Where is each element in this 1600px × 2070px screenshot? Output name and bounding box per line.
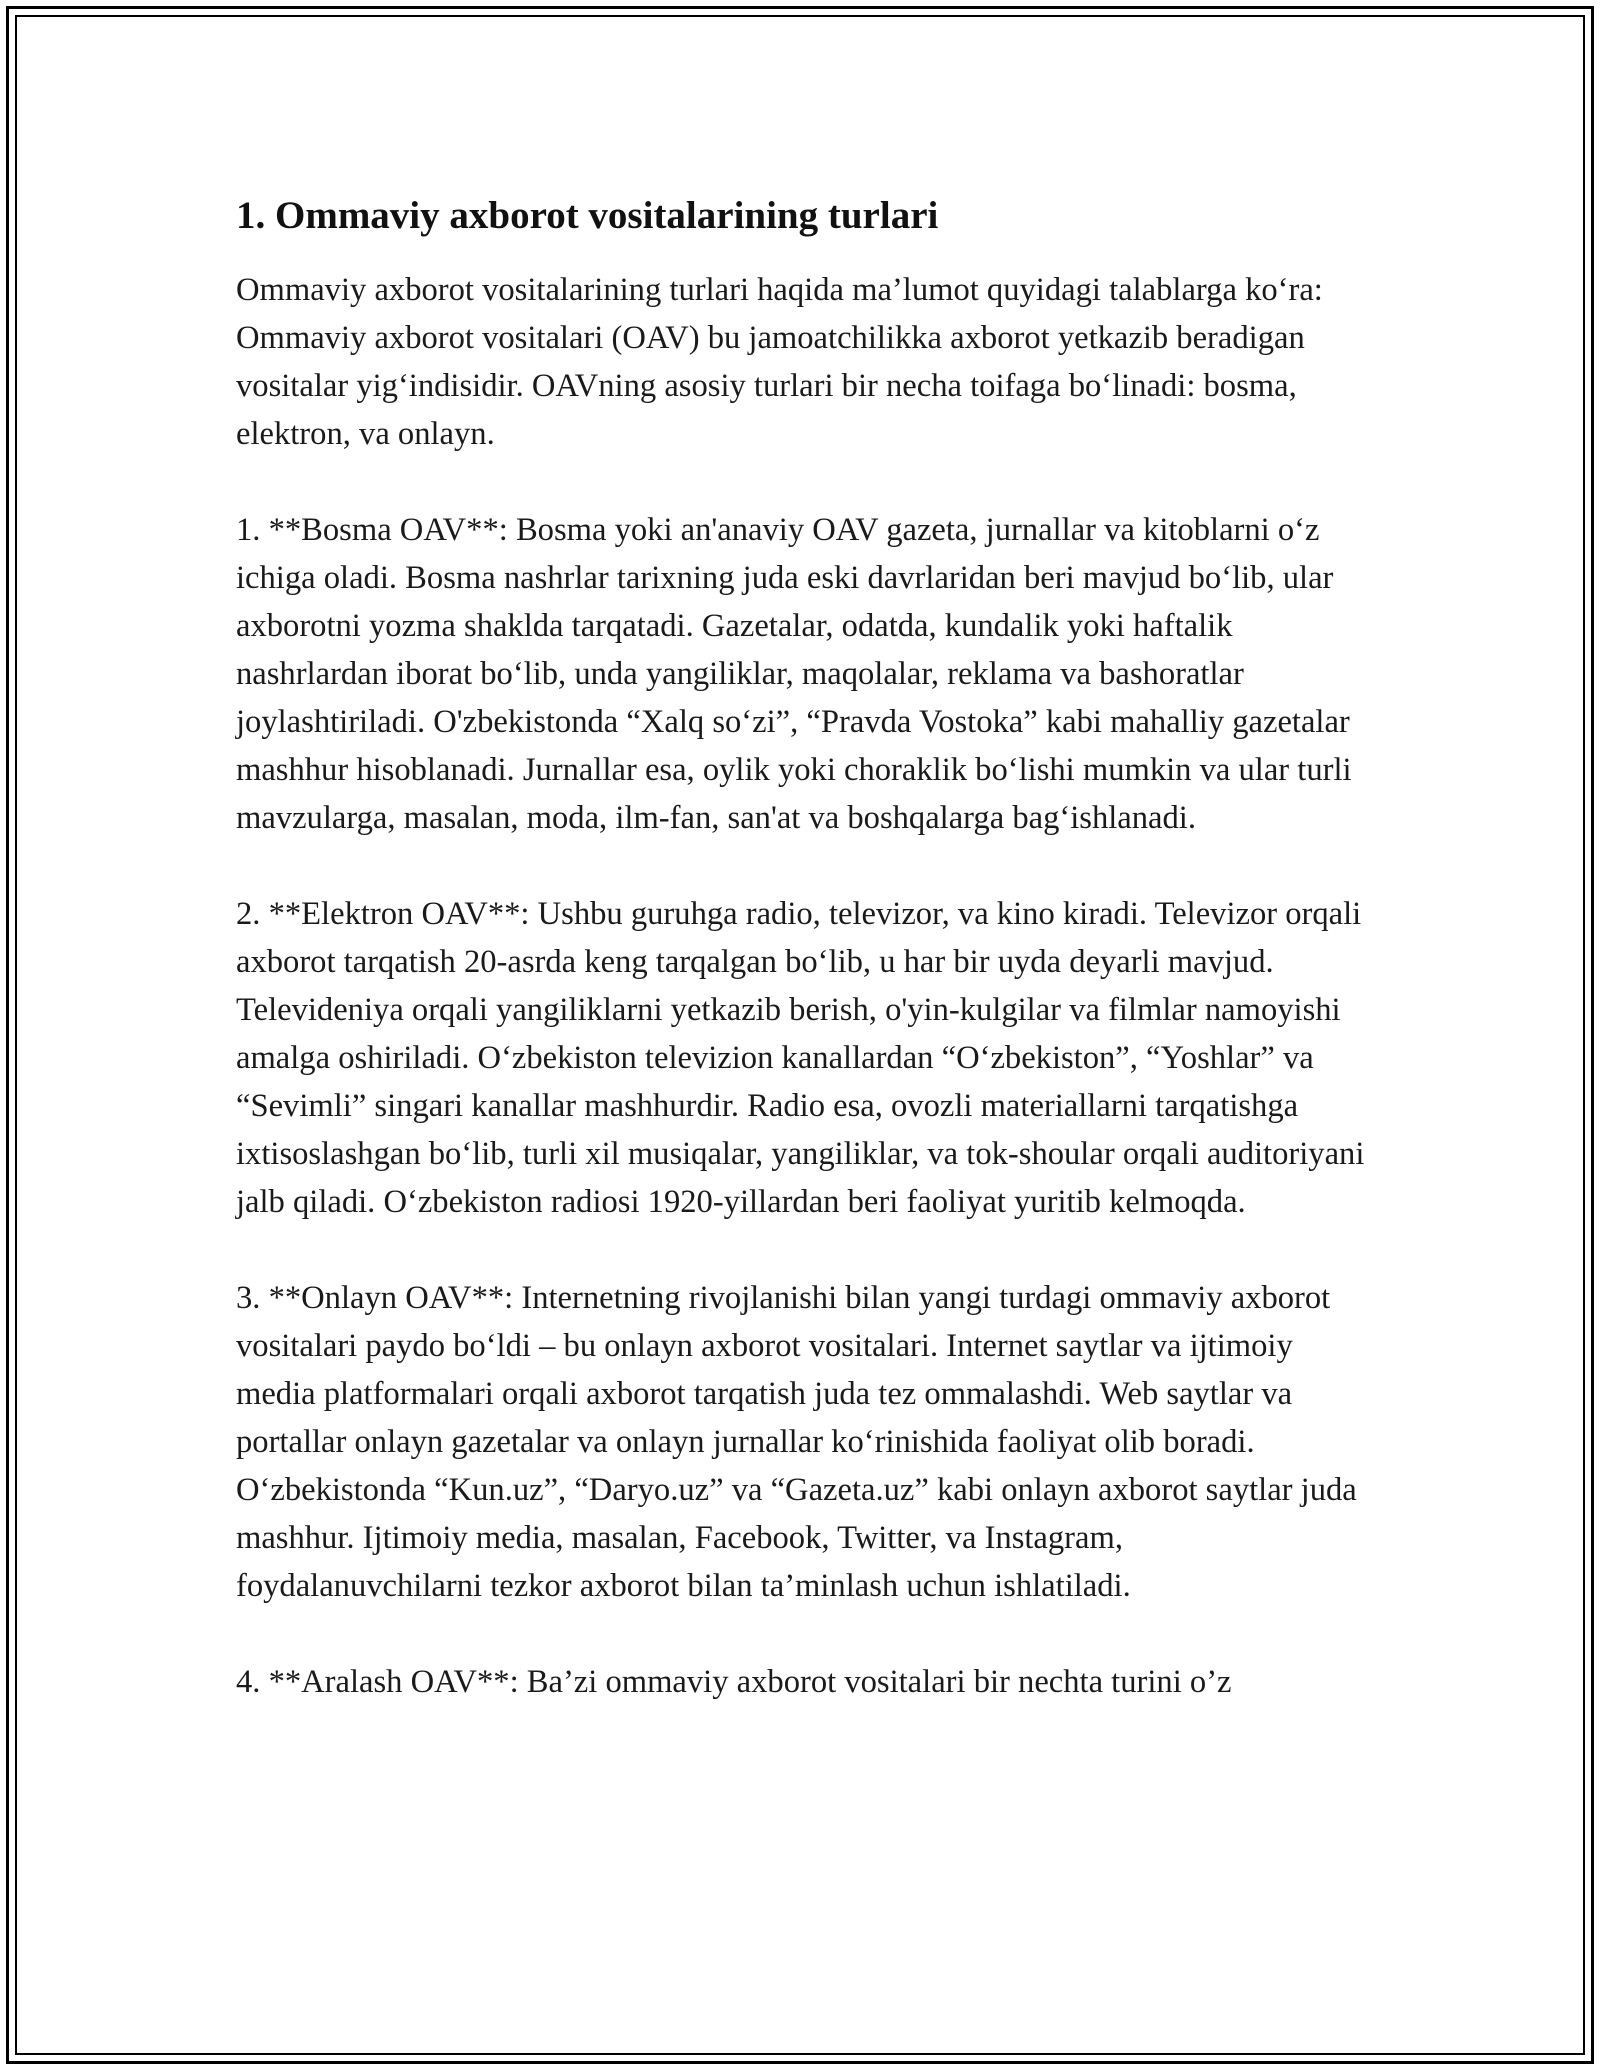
paragraph-print-media: 1. **Bosma OAV**: Bosma yoki an'anaviy OAV gazeta, jurnallar va kitoblarni o‘z ichiga oladi. Bosma nashrlar tarixning juda eski davrlaridan beri mavjud bo‘lib, ular axborotni yozma shaklda tarqatadi. Gazetalar, odatda, kundalik yoki haftalik nashrlardan iborat bo‘lib, unda yangiliklar, maqolalar, reklama va bashoratlar joylashtiriladi. O'zbekistonda “Xalq so‘zi”, “Pravda Vostoka” kabi mahalliy gazetalar mashhur hisoblanadi. Jurnallar esa, oylik yoki choraklik bo‘lishi mumkin va ular turli mavzularga, masalan, moda, ilm-fan, san'at va boshqalarga bag‘ishlanadi. (236, 512, 1352, 836)
section-heading: 1. Ommaviy axborot vositalarining turlari (236, 194, 939, 237)
intro-paragraph: Ommaviy axborot vositalarining turlari haqida ma’lumot quyidagi talablarga ko‘ra: Ommaviy axborot vositalari (OAV) bu jamoatchilikka axborot yetkazib beradigan vositalar yig‘indisidir. OAVning asosiy turlari bir necha toifaga bo‘linadi: bosma, elektron, va onlayn. (236, 272, 1323, 452)
paragraph-mixed-media: 4. **Aralash OAV**: Ba’zi ommaviy axborot vositalari bir nechta turini o’z (236, 1664, 1232, 1700)
paragraph-online-media: 3. **Onlayn OAV**: Internetning rivojlanishi bilan yangi turdagi ommaviy axborot vositalari paydo bo‘ldi – bu onlayn axborot vositalari. Internet saytlar va ijtimoiy media platformalari orqali axborot tarqatish juda tez ommalashdi. Web saytlar va portallar onlayn gazetalar va onlayn jurnallar ko‘rinishida faoliyat olib boradi. O‘zbekistonda “Kun.uz”, “Daryo.uz” va “Gazeta.uz” kabi onlayn axborot saytlar juda mashhur. Ijtimoiy media, masalan, Facebook, Twitter, va Instagram, foydalanuvchilarni tezkor axborot bilan ta’minlash uchun ishlatiladi. (236, 1280, 1357, 1604)
paragraph-electronic-media: 2. **Elektron OAV**: Ushbu guruhga radio, televizor, va kino kiradi. Televizor orqali axborot tarqatish 20-asrda keng tarqalgan bo‘lib, u har bir uyda deyarli mavjud. Televideniya orqali yangiliklarni yetkazib berish, o'yin-kulgilar va filmlar namoyishi amalga oshiriladi. O‘zbekiston televizion kanallardan “O‘zbekiston”, “Yoshlar” va “Sevimli” singari kanallar mashhurdir. Radio esa, ovozli materiallarni tarqatishga ixtisoslashgan bo‘lib, turli xil musiqalar, yangiliklar, va tok-shoular orqali auditoriyani jalb qiladi. O‘zbekiston radiosi 1920-yillardan beri faoliyat yuritib kelmoqda. (236, 896, 1365, 1220)
document-body (236, 190, 1376, 1754)
